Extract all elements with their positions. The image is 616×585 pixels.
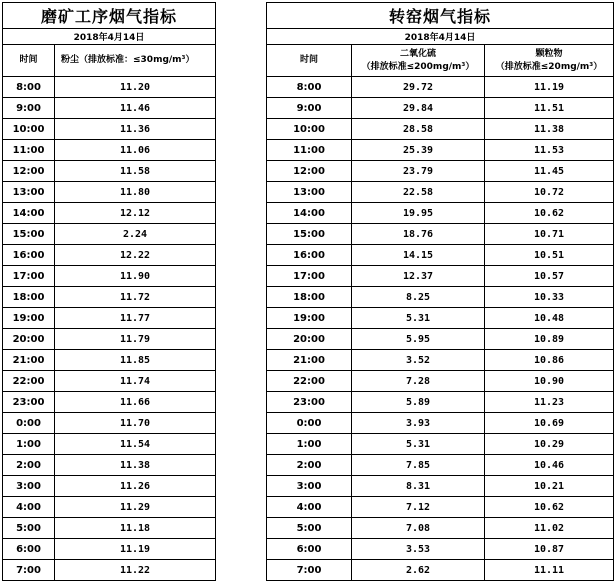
- time-cell: 23:00: [267, 392, 352, 413]
- table-row: [3, 434, 216, 455]
- table-row: [3, 518, 216, 539]
- dust-value-cell: 11.26: [55, 476, 216, 497]
- time-cell: 18:00: [3, 287, 55, 308]
- pm-value-cell: 10.72: [485, 182, 614, 203]
- table-row: [267, 539, 614, 560]
- pm-value-cell: 10.89: [485, 329, 614, 350]
- table-row: [3, 203, 216, 224]
- time-cell: 8:00: [3, 77, 55, 98]
- table-row: [3, 539, 216, 560]
- table-row: [267, 308, 614, 329]
- table-row: [3, 119, 216, 140]
- time-cell: 5:00: [267, 518, 352, 539]
- time-cell: 16:00: [3, 245, 55, 266]
- pm-header-standard: （排放标准≤20mg/m³）: [495, 61, 603, 72]
- time-cell: 13:00: [267, 182, 352, 203]
- pm-value-cell: 10.51: [485, 245, 614, 266]
- dust-value-cell: 11.72: [55, 287, 216, 308]
- time-cell: 5:00: [3, 518, 55, 539]
- dust-value-cell: 11.77: [55, 308, 216, 329]
- so2-value-cell: 8.25: [352, 287, 485, 308]
- table-row: [267, 371, 614, 392]
- time-column-header: 时间: [3, 45, 55, 77]
- grinding-emission-table: [2, 2, 216, 581]
- table-row: [267, 560, 614, 581]
- time-cell: 17:00: [267, 266, 352, 287]
- so2-value-cell: 18.76: [352, 224, 485, 245]
- pm-value-cell: 10.62: [485, 497, 614, 518]
- so2-value-cell: 3.52: [352, 350, 485, 371]
- table-row: [267, 329, 614, 350]
- pm-value-cell: 10.33: [485, 287, 614, 308]
- so2-value-cell: 5.95: [352, 329, 485, 350]
- table-row: [3, 161, 216, 182]
- dust-value-cell: 11.06: [55, 140, 216, 161]
- time-cell: 11:00: [267, 140, 352, 161]
- pm-value-cell: 10.57: [485, 266, 614, 287]
- pm-value-cell: 11.38: [485, 119, 614, 140]
- dust-value-cell: 11.70: [55, 413, 216, 434]
- time-cell: 9:00: [3, 98, 55, 119]
- table-row: [3, 182, 216, 203]
- table-row: [3, 413, 216, 434]
- dust-value-cell: 11.18: [55, 518, 216, 539]
- dust-value-cell: 11.80: [55, 182, 216, 203]
- dust-value-cell: 12.12: [55, 203, 216, 224]
- time-cell: 20:00: [3, 329, 55, 350]
- time-cell: 10:00: [267, 119, 352, 140]
- table-row: [3, 140, 216, 161]
- pm-value-cell: 11.45: [485, 161, 614, 182]
- so2-value-cell: 3.53: [352, 539, 485, 560]
- time-cell: 20:00: [267, 329, 352, 350]
- so2-value-cell: 14.15: [352, 245, 485, 266]
- table-row: [267, 140, 614, 161]
- dust-value-cell: 12.22: [55, 245, 216, 266]
- time-cell: 6:00: [267, 539, 352, 560]
- table-row: [3, 350, 216, 371]
- pm-header-name: 颗粒物: [535, 48, 563, 59]
- so2-value-cell: 23.79: [352, 161, 485, 182]
- time-cell: 21:00: [3, 350, 55, 371]
- table-row: [267, 203, 614, 224]
- pm-value-cell: 10.71: [485, 224, 614, 245]
- time-cell: 19:00: [3, 308, 55, 329]
- dust-value-cell: 11.58: [55, 161, 216, 182]
- time-cell: 0:00: [3, 413, 55, 434]
- dust-value-cell: 11.79: [55, 329, 216, 350]
- so2-value-cell: 7.12: [352, 497, 485, 518]
- pm-value-cell: 10.69: [485, 413, 614, 434]
- pm-value-cell: 11.02: [485, 518, 614, 539]
- table-row: [267, 476, 614, 497]
- time-cell: 12:00: [3, 161, 55, 182]
- so2-value-cell: 8.31: [352, 476, 485, 497]
- time-cell: 12:00: [267, 161, 352, 182]
- so2-column-header: [352, 45, 485, 77]
- so2-value-cell: 19.95: [352, 203, 485, 224]
- time-cell: 19:00: [267, 308, 352, 329]
- pm-value-cell: 10.62: [485, 203, 614, 224]
- time-cell: 0:00: [267, 413, 352, 434]
- time-cell: 7:00: [3, 560, 55, 581]
- table-row: [267, 119, 614, 140]
- table-row: [267, 98, 614, 119]
- time-cell: 14:00: [267, 203, 352, 224]
- so2-header-name: 二氧化硫: [399, 48, 436, 59]
- table-row: [3, 371, 216, 392]
- table-row: [3, 329, 216, 350]
- time-cell: 15:00: [267, 224, 352, 245]
- pm-value-cell: 10.86: [485, 350, 614, 371]
- table-row: [3, 77, 216, 98]
- table-row: [267, 350, 614, 371]
- grinding-table-date: 2018年4月14日: [3, 29, 216, 45]
- dust-value-cell: 11.29: [55, 497, 216, 518]
- dust-value-cell: 11.36: [55, 119, 216, 140]
- time-cell: 13:00: [3, 182, 55, 203]
- dust-value-cell: 11.38: [55, 455, 216, 476]
- kiln-emission-table: [266, 2, 614, 581]
- so2-header-standard: （排放标准≤200mg/m³）: [361, 61, 475, 72]
- so2-value-cell: 7.28: [352, 371, 485, 392]
- time-cell: 16:00: [267, 245, 352, 266]
- pm-value-cell: 11.23: [485, 392, 614, 413]
- dust-value-cell: 11.19: [55, 539, 216, 560]
- table-row: [3, 560, 216, 581]
- dust-value-cell: 11.90: [55, 266, 216, 287]
- time-cell: 8:00: [267, 77, 352, 98]
- table-row: [267, 287, 614, 308]
- table-row: [3, 287, 216, 308]
- time-cell: 3:00: [3, 476, 55, 497]
- dust-value-cell: 11.66: [55, 392, 216, 413]
- table-row: [267, 497, 614, 518]
- dust-column-header: 粉尘（排放标准：≤30mg/m³）: [55, 45, 216, 77]
- pm-value-cell: 11.53: [485, 140, 614, 161]
- time-cell: 4:00: [267, 497, 352, 518]
- so2-value-cell: 7.85: [352, 455, 485, 476]
- pm-value-cell: 10.29: [485, 434, 614, 455]
- table-row: [3, 455, 216, 476]
- time-cell: 4:00: [3, 497, 55, 518]
- time-cell: 10:00: [3, 119, 55, 140]
- dust-value-cell: 11.22: [55, 560, 216, 581]
- dust-value-cell: 2.24: [55, 224, 216, 245]
- pm-value-cell: 11.51: [485, 98, 614, 119]
- time-cell: 17:00: [3, 266, 55, 287]
- so2-value-cell: 29.84: [352, 98, 485, 119]
- dust-value-cell: 11.20: [55, 77, 216, 98]
- time-cell: 2:00: [267, 455, 352, 476]
- time-column-header: 时间: [267, 45, 352, 77]
- grinding-table-title: 磨矿工序烟气指标: [3, 3, 216, 29]
- time-cell: 9:00: [267, 98, 352, 119]
- table-row: [267, 161, 614, 182]
- so2-value-cell: 5.31: [352, 308, 485, 329]
- table-row: [267, 182, 614, 203]
- dust-value-cell: 11.54: [55, 434, 216, 455]
- dust-value-cell: 11.46: [55, 98, 216, 119]
- so2-value-cell: 22.58: [352, 182, 485, 203]
- time-cell: 15:00: [3, 224, 55, 245]
- pm-value-cell: 11.19: [485, 77, 614, 98]
- table-row: [267, 77, 614, 98]
- table-row: [3, 98, 216, 119]
- time-cell: 14:00: [3, 203, 55, 224]
- dust-value-cell: 11.74: [55, 371, 216, 392]
- pm-value-cell: 10.21: [485, 476, 614, 497]
- time-cell: 21:00: [267, 350, 352, 371]
- pm-value-cell: 10.90: [485, 371, 614, 392]
- so2-value-cell: 12.37: [352, 266, 485, 287]
- time-cell: 3:00: [267, 476, 352, 497]
- time-cell: 1:00: [3, 434, 55, 455]
- time-cell: 23:00: [3, 392, 55, 413]
- so2-value-cell: 28.58: [352, 119, 485, 140]
- table-row: [3, 392, 216, 413]
- dust-value-cell: 11.85: [55, 350, 216, 371]
- table-row: [267, 434, 614, 455]
- table-row: [3, 245, 216, 266]
- so2-value-cell: 25.39: [352, 140, 485, 161]
- time-cell: 22:00: [3, 371, 55, 392]
- pm-column-header: [485, 45, 614, 77]
- so2-value-cell: 5.31: [352, 434, 485, 455]
- table-row: [267, 413, 614, 434]
- time-cell: 2:00: [3, 455, 55, 476]
- time-cell: 11:00: [3, 140, 55, 161]
- so2-value-cell: 5.89: [352, 392, 485, 413]
- table-row: [267, 392, 614, 413]
- table-row: [267, 245, 614, 266]
- time-cell: 7:00: [267, 560, 352, 581]
- table-row: [3, 224, 216, 245]
- table-row: [267, 455, 614, 476]
- time-cell: 6:00: [3, 539, 55, 560]
- table-row: [3, 476, 216, 497]
- table-row: [267, 266, 614, 287]
- so2-value-cell: 29.72: [352, 77, 485, 98]
- table-row: [3, 266, 216, 287]
- so2-value-cell: 2.62: [352, 560, 485, 581]
- kiln-table-date: 2018年4月14日: [267, 29, 614, 45]
- so2-value-cell: 3.93: [352, 413, 485, 434]
- pm-value-cell: 10.46: [485, 455, 614, 476]
- table-row: [267, 224, 614, 245]
- table-row: [3, 308, 216, 329]
- pm-value-cell: 10.87: [485, 539, 614, 560]
- so2-value-cell: 7.08: [352, 518, 485, 539]
- time-cell: 18:00: [267, 287, 352, 308]
- table-row: [267, 518, 614, 539]
- table-row: [3, 497, 216, 518]
- pm-value-cell: 10.48: [485, 308, 614, 329]
- time-cell: 1:00: [267, 434, 352, 455]
- kiln-table-title: 转窑烟气指标: [267, 3, 614, 29]
- pm-value-cell: 11.11: [485, 560, 614, 581]
- time-cell: 22:00: [267, 371, 352, 392]
